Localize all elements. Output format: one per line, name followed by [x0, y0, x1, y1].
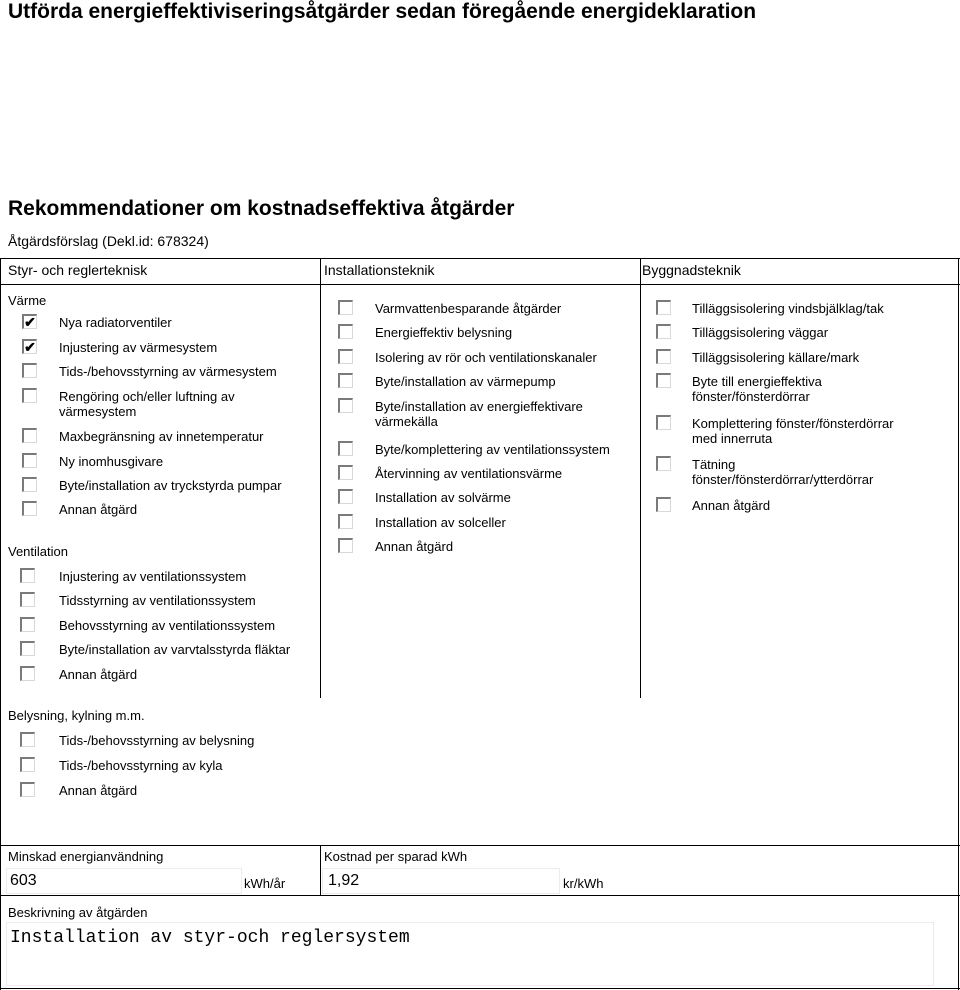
installation-item-checkbox[interactable]: [338, 441, 353, 456]
ventilation-section-title: Ventilation: [8, 544, 68, 559]
varme-item-checkbox[interactable]: [22, 388, 37, 403]
varme-item-label: Maxbegränsning av innetemperatur: [59, 429, 264, 444]
divider: [320, 258, 321, 698]
energy-reduction-label: Minskad energianvändning: [8, 849, 164, 864]
varme-item-label: Nya radiatorventiler: [59, 315, 172, 330]
installation-item-label: Byte/komplettering av ventilationssystem: [375, 442, 610, 457]
varme-item-label: Injustering av värmesystem: [59, 340, 218, 355]
varme-item-label: Byte/installation av tryckstyrda pumpar: [59, 478, 282, 493]
byggnad-item-label: Komplettering fönster/fönsterdörrar med innerruta: [692, 416, 894, 446]
energy-reduction-unit: kWh/år: [244, 876, 286, 891]
cost-per-kwh-value: 1,92: [328, 872, 360, 889]
divider: [0, 845, 960, 846]
description-value: Installation av styr-och reglersystem: [10, 928, 410, 948]
byggnad-item-label: Tätning fönster/fönsterdörrar/ytterdörrar: [692, 457, 874, 487]
varme-item-checkbox-checked[interactable]: ✔: [22, 314, 37, 329]
installation-item-checkbox[interactable]: [338, 324, 353, 339]
ventilation-item-label: Behovsstyrning av ventilationssystem: [59, 618, 276, 633]
belysning-item-label: Annan åtgärd: [59, 783, 138, 798]
column-inst-header: Installationsteknik: [324, 262, 435, 278]
byggnad-item-label: Tilläggsisolering källare/mark: [692, 350, 860, 365]
varme-section-title: Värme: [8, 293, 47, 308]
belysning-item-checkbox[interactable]: [20, 732, 35, 747]
varme-item-label: Tids-/behovsstyrning av värmesystem: [59, 364, 277, 379]
installation-item-label: Varmvattenbesparande åtgärder: [375, 301, 562, 316]
cost-per-kwh-label: Kostnad per sparad kWh: [324, 849, 468, 864]
energy-reduction-value: 603: [10, 872, 37, 889]
ventilation-item-label: Tidsstyrning av ventilationssystem: [59, 593, 256, 608]
varme-item-checkbox[interactable]: [22, 501, 37, 516]
proposal-id: Åtgärdsförslag (Dekl.id: 678324): [8, 233, 209, 249]
installation-item-checkbox[interactable]: [338, 465, 353, 480]
installation-item-checkbox[interactable]: [338, 373, 353, 388]
column-bygg-header: Byggnadsteknik: [642, 262, 741, 278]
byggnad-item-label: Tilläggsisolering vindsbjälklag/tak: [692, 301, 884, 316]
byggnad-item-checkbox[interactable]: [656, 373, 671, 388]
divider: [0, 988, 960, 989]
recommendations-title: Rekommendationer om kostnadseffektiva åtgärder: [8, 197, 515, 220]
byggnad-item-checkbox[interactable]: [656, 415, 671, 430]
ventilation-item-label: Byte/installation av varvtalsstyrda fläktar: [59, 642, 291, 657]
varme-item-checkbox[interactable]: [22, 428, 37, 443]
energy-reduction-field[interactable]: [6, 868, 242, 894]
belysning-item-label: Tids-/behovsstyrning av belysning: [59, 733, 255, 748]
cost-per-kwh-unit: kr/kWh: [563, 876, 604, 891]
divider: [0, 258, 1, 990]
byggnad-item-label: Tilläggsisolering väggar: [692, 325, 829, 340]
installation-item-label: Byte/installation av värmepump: [375, 374, 556, 389]
column-styr-header: Styr- och reglerteknisk: [8, 262, 148, 278]
belysning-item-checkbox[interactable]: [20, 782, 35, 797]
ventilation-item-checkbox[interactable]: [20, 666, 35, 681]
installation-item-checkbox[interactable]: [338, 489, 353, 504]
ventilation-item-checkbox[interactable]: [20, 641, 35, 656]
belysning-item-checkbox[interactable]: [20, 757, 35, 772]
ventilation-item-checkbox[interactable]: [20, 617, 35, 632]
divider: [0, 895, 960, 896]
byggnad-item-checkbox[interactable]: [656, 300, 671, 315]
installation-item-label: Installation av solvärme: [375, 490, 511, 505]
divider: [640, 258, 641, 698]
varme-item-label: Annan åtgärd: [59, 502, 138, 517]
divider: [320, 845, 321, 895]
ventilation-item-checkbox[interactable]: [20, 592, 35, 607]
byggnad-item-checkbox[interactable]: [656, 456, 671, 471]
installation-item-label: Annan åtgärd: [375, 539, 454, 554]
varme-item-checkbox[interactable]: [22, 477, 37, 492]
varme-item-label: Rengöring och/eller luftning av värmesystem: [59, 389, 235, 419]
description-label: Beskrivning av åtgärden: [8, 905, 148, 920]
installation-item-checkbox[interactable]: [338, 349, 353, 364]
belysning-item-label: Tids-/behovsstyrning av kyla: [59, 758, 223, 773]
divider: [958, 258, 959, 990]
installation-item-label: Energieffektiv belysning: [375, 325, 513, 340]
byggnad-item-checkbox[interactable]: [656, 497, 671, 512]
byggnad-item-checkbox[interactable]: [656, 349, 671, 364]
installation-item-checkbox[interactable]: [338, 514, 353, 529]
installation-item-label: Installation av solceller: [375, 515, 506, 530]
varme-item-checkbox-checked[interactable]: ✔: [22, 339, 37, 354]
done-measures-title: Utförda energieffektiviseringsåtgärder sedan föregående energideklaration: [8, 0, 757, 23]
divider: [0, 284, 960, 285]
ventilation-item-label: Annan åtgärd: [59, 667, 138, 682]
installation-item-checkbox[interactable]: [338, 398, 353, 413]
installation-item-checkbox[interactable]: [338, 300, 353, 315]
installation-item-label: Isolering av rör och ventilationskanaler: [375, 350, 597, 365]
ventilation-item-label: Injustering av ventilationssystem: [59, 569, 247, 584]
varme-item-checkbox[interactable]: [22, 363, 37, 378]
varme-item-checkbox[interactable]: [22, 453, 37, 468]
installation-item-checkbox[interactable]: [338, 538, 353, 553]
ventilation-item-checkbox[interactable]: [20, 568, 35, 583]
divider: [0, 258, 960, 259]
varme-item-label: Ny inomhusgivare: [59, 454, 164, 469]
belysning-section-title: Belysning, kylning m.m.: [8, 708, 145, 723]
installation-item-label: Byte/installation av energieffektivare värmekälla: [375, 399, 583, 429]
installation-item-label: Återvinning av ventilationsvärme: [375, 466, 563, 481]
byggnad-item-label: Annan åtgärd: [692, 498, 771, 513]
byggnad-item-label: Byte till energieffektiva fönster/fönsterdörrar: [692, 374, 822, 404]
byggnad-item-checkbox[interactable]: [656, 324, 671, 339]
